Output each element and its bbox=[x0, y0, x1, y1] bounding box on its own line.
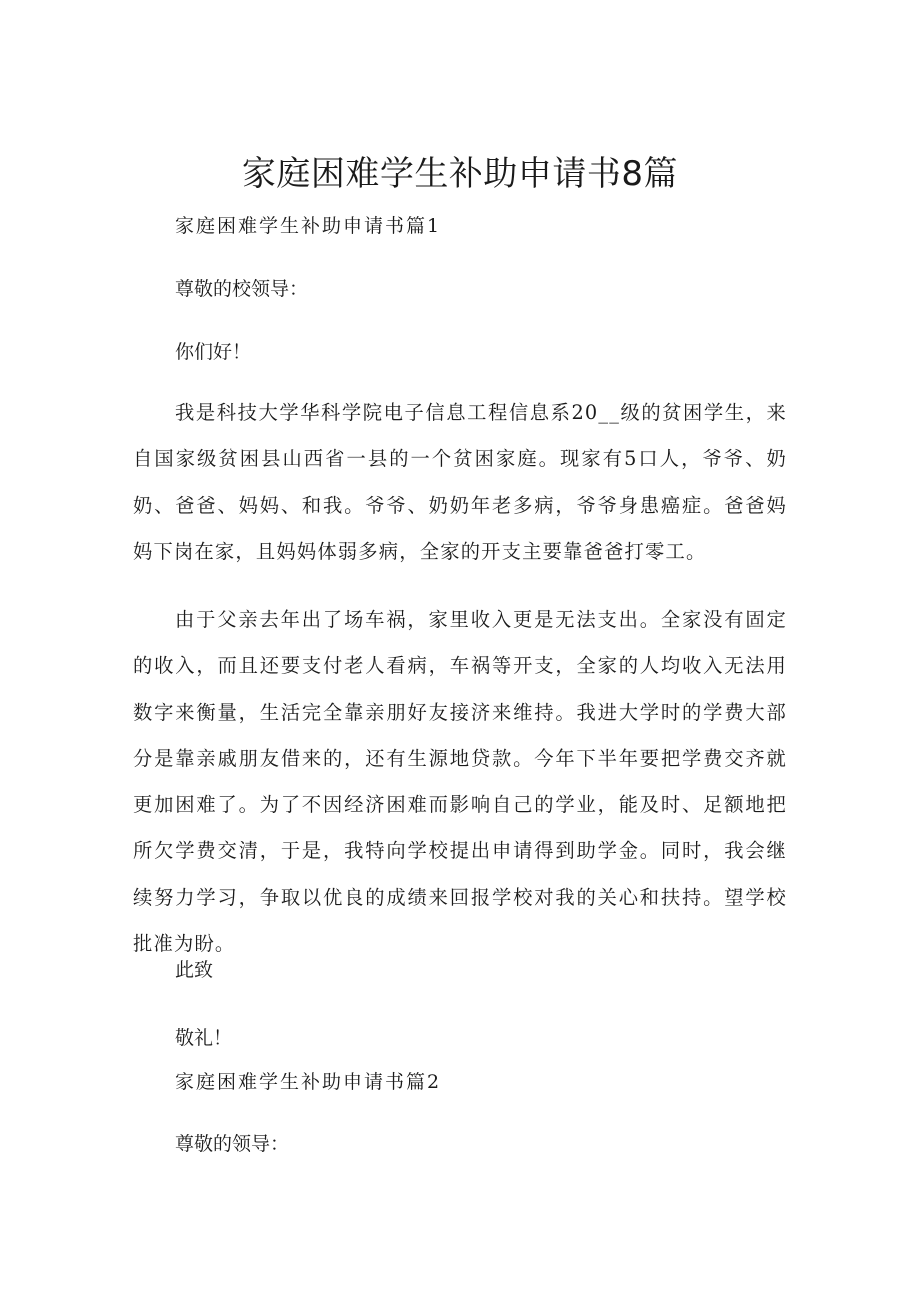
document-title: 家庭困难学生补助申请书8篇 bbox=[241, 154, 679, 194]
section-2-heading: 家庭困难学生补助申请书篇2 bbox=[175, 1071, 442, 1093]
section-1-salutation: 尊敬的校领导： bbox=[175, 278, 309, 300]
section-1-paragraph-2: 由于父亲去年出了场车祸，家里收入更是无法支出。全家没有固定的收入，而且还要支付老人看病，车祸等开支，全家的人均收入无法用数字来衡量，生活完全靠亲朋好友接济来维持。我进大学时的学费大部分是靠亲戚朋友借来的，还有生源地贷款。今年下半年要把学费交齐就更加困难了。为了不因经济困难而影响自己的学业，能及时、足额地把所欠学费交清，于是，我特向学校提出申请得到助学金。同时，我会继续努力学习，争取以优良的成绩来回报学校对我的关心和扶持。望学校批准为盼。 bbox=[133, 608, 787, 956]
section-2-salutation: 尊敬的领导： bbox=[175, 1133, 290, 1155]
section-1-regards: 敬礼！ bbox=[175, 1027, 233, 1049]
section-1-greeting: 你们好！ bbox=[175, 341, 252, 363]
section-1-paragraph-1: 我是科技大学华科学院电子信息工程信息系20__级的贫困学生，来自国家级贫困县山西省一县的一个贫困家庭。现家有5口人，爷爷、奶奶、爸爸、妈妈、和我。爷爷、奶奶年老多病，爷爷身患癌症。爸爸妈妈下岗在家，且妈妈体弱多病，全家的开支主要靠爸爸打零工。 bbox=[133, 401, 787, 563]
section-1-closing: 此致 bbox=[175, 959, 214, 981]
section-1-heading: 家庭困难学生补助申请书篇1 bbox=[175, 215, 442, 237]
